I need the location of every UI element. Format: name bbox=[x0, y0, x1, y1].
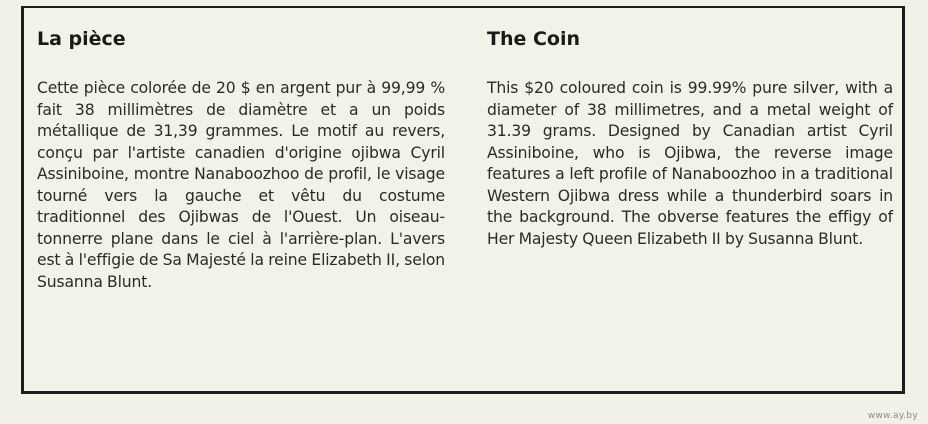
bordered-text-box bbox=[21, 6, 905, 394]
french-body: Cette pièce colorée de 20 $ en argent pur à 99,99 % fait 38 millimètres de diamètre et a un poids métallique de 31,39 grammes. Le motif au revers, conçu par l'artiste canadien d'origine ojibwa Cyril Assiniboine, montre Nanaboozhoo de profil, le visage tourné vers la gauche et vêtu du costume traditionnel des Ojibwas de l'Ouest. Un oiseau-tonnerre plane dans le ciel à l'arrière-plan. L'avers est à l'effigie de Sa Majesté la reine Elizabeth II, selon Susanna Blunt. bbox=[37, 79, 445, 291]
french-heading: La pièce bbox=[37, 28, 126, 50]
english-body: This $20 coloured coin is 99.99% pure silver, with a diameter of 38 millimetres, and a metal weight of 31.39 grams. Designed by Canadian artist Cyril Assiniboine, who is Ojibwa, the reverse image features a left profile of Nanaboozhoo in a traditional Western Ojibwa dress while a thunderbird soars in the background. The obverse features the effigy of Her Majesty Queen Elizabeth II by Susanna Blunt. bbox=[487, 79, 893, 248]
watermark: www.ay.by bbox=[867, 411, 918, 421]
french-column bbox=[37, 26, 445, 293]
english-heading: The Coin bbox=[487, 28, 581, 50]
english-column bbox=[487, 26, 893, 250]
